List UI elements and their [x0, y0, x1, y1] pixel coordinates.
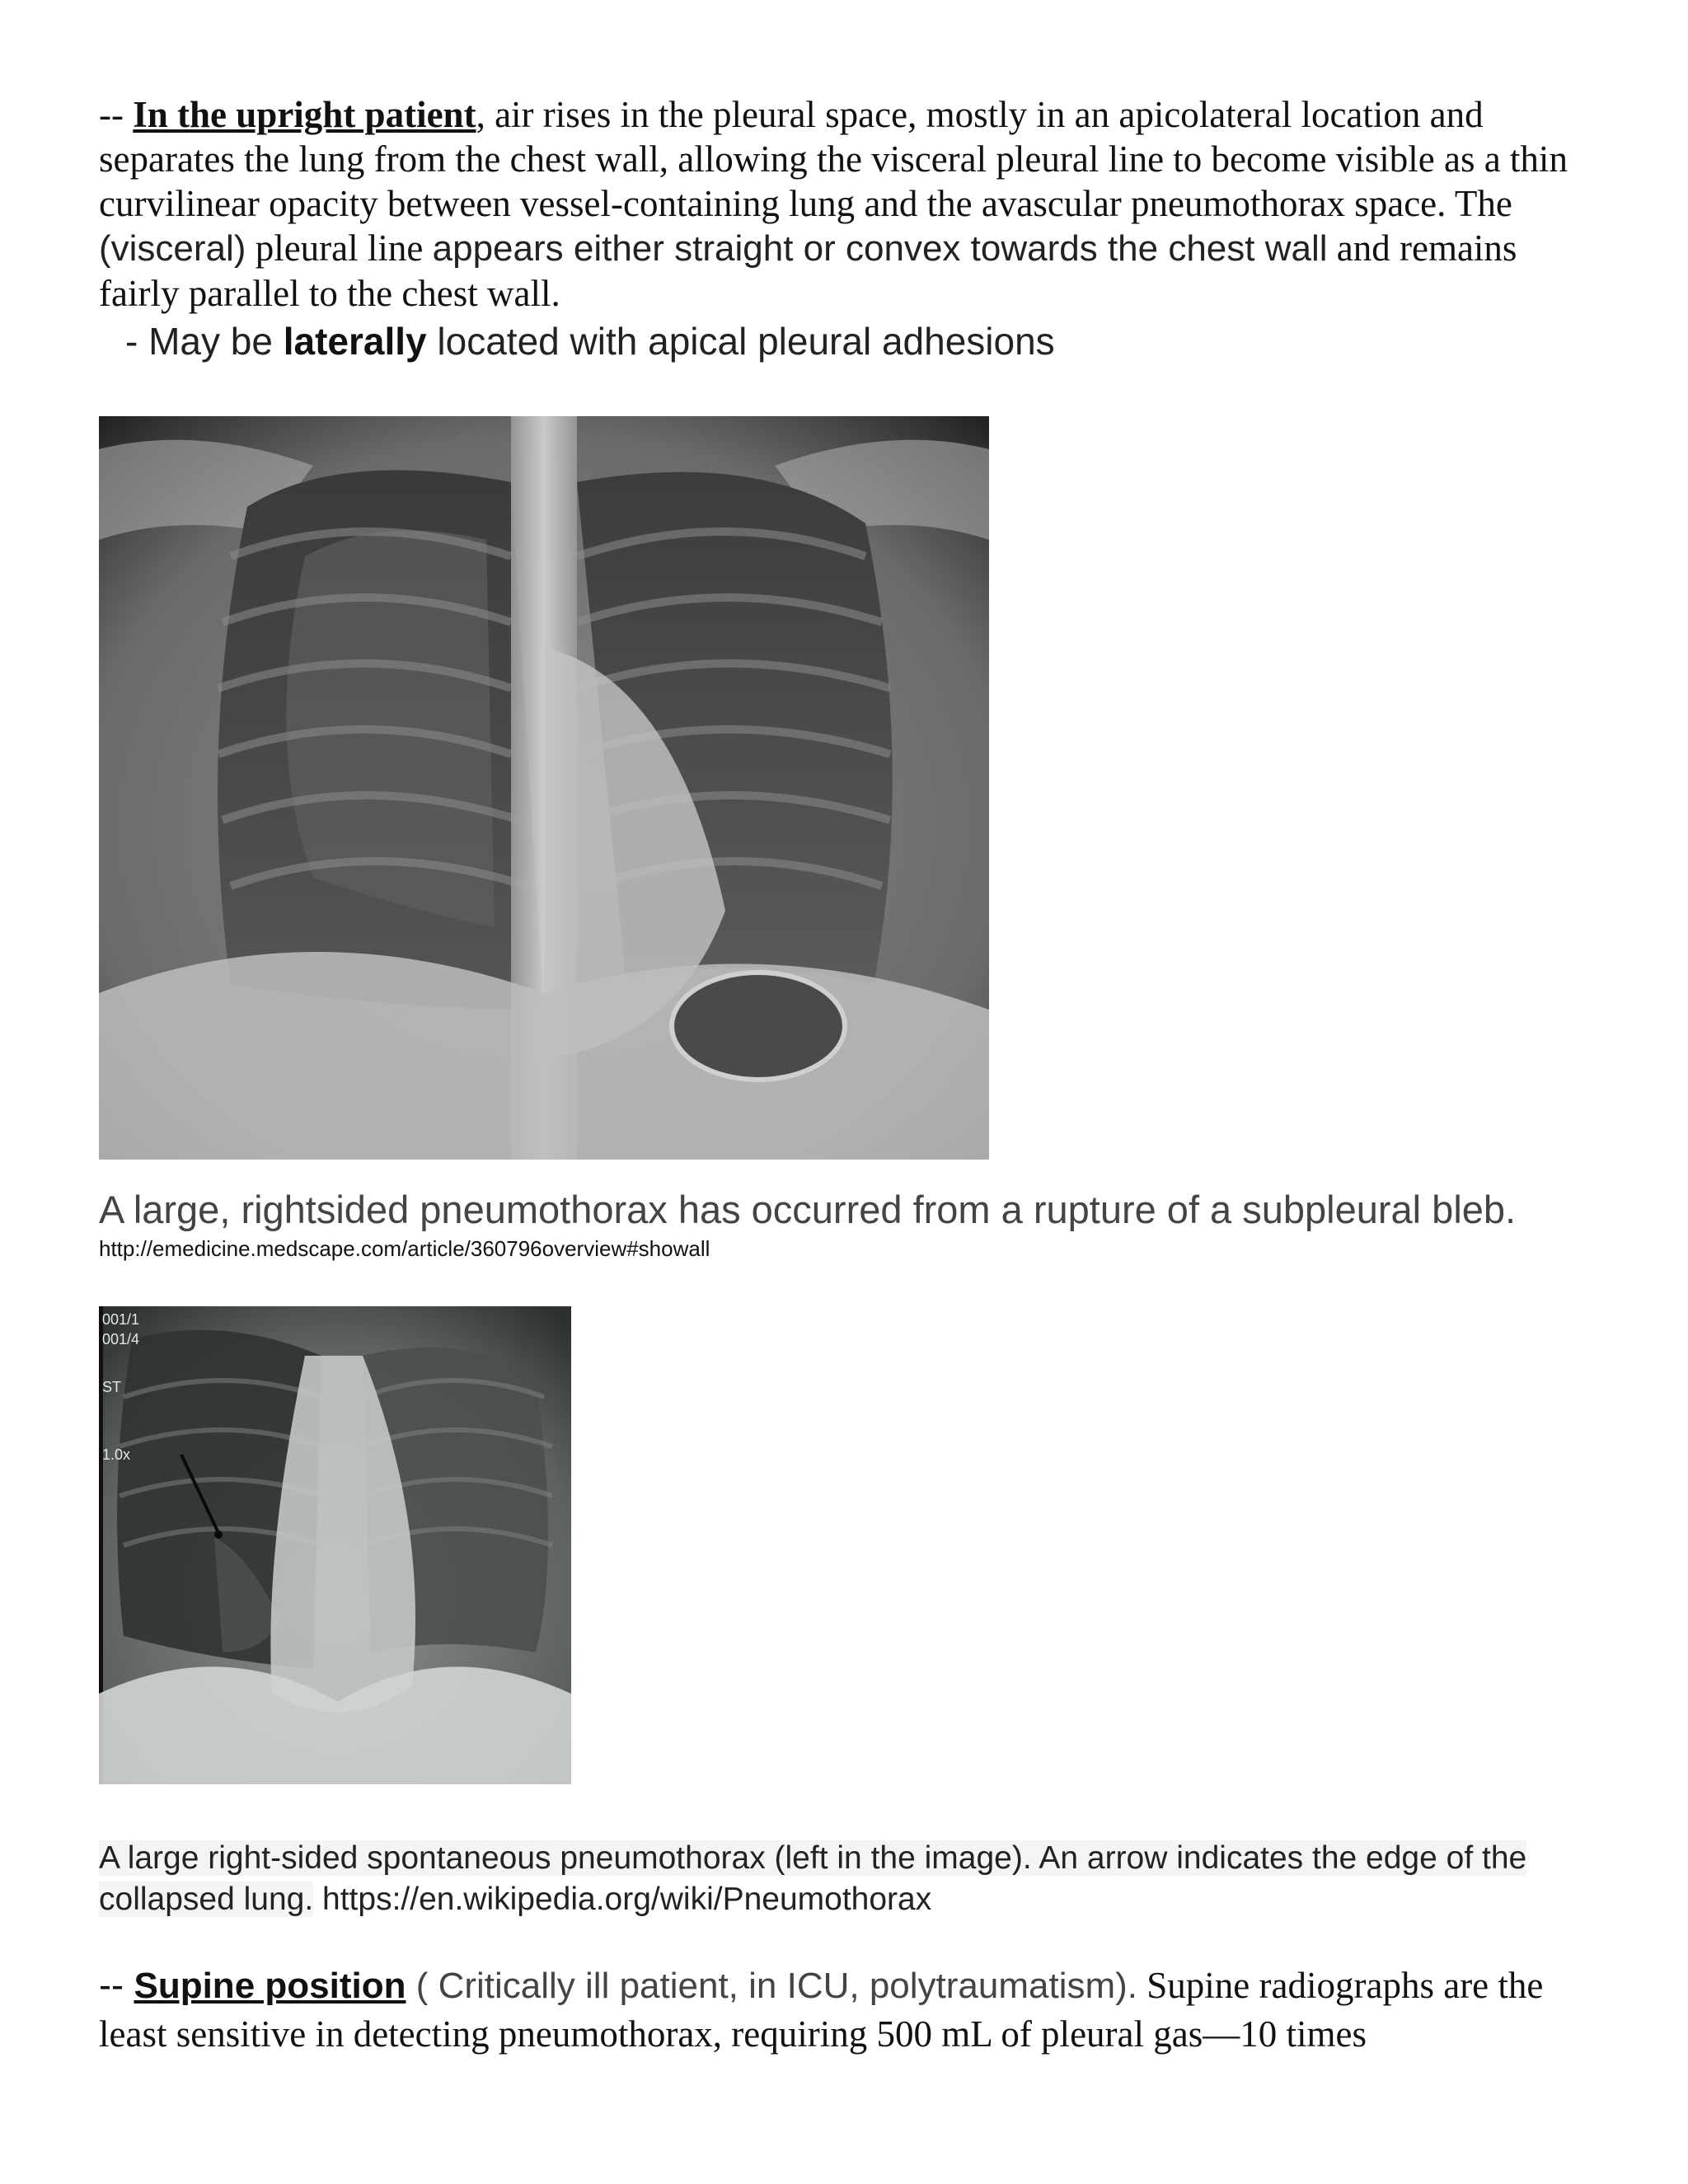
figure-1-source-link[interactable]: http://emedicine.medscape.com/article/360796overview#showall	[99, 1236, 710, 1261]
dash-prefix: --	[99, 94, 134, 135]
xray-2-graphic	[99, 1306, 571, 1784]
overlay-label-2: 001/4	[102, 1331, 140, 1347]
figure-2-source-link[interactable]: https://en.wikipedia.org/wiki/Pneumothorax	[313, 1882, 932, 1917]
supine-text-a: ( Critically ill	[406, 1966, 620, 2006]
upright-text-b: (visceral)	[99, 228, 246, 269]
overlay-label-4: 1.0x	[102, 1446, 131, 1463]
figure-1-caption: A large, rightsided pneumothorax has occurred from a rupture of a subpleural bleb.	[99, 1188, 1517, 1231]
supine-heading: Supine position	[134, 1966, 406, 2006]
bullet-bold: laterally	[283, 320, 427, 363]
upright-text-e: and remains fairly parallel to the chest wall.	[99, 227, 1517, 314]
supine-text-b: patient, in ICU, polytraumatism).	[619, 1966, 1138, 2006]
lateral-bullet	[125, 318, 1055, 364]
chest-xray-image-1	[99, 416, 989, 1160]
overlay-label-3: ST	[102, 1379, 122, 1395]
bullet-prefix: - May be	[125, 320, 284, 363]
upright-paragraph	[99, 92, 1582, 316]
upright-text-a: , air rises in the pleural space, mostly in an apicolateral location and separates the lung from the chest wall, allowing the visceral pleural line to become visible as a thin curvilinear opacity between vessel-containing lung and the avascular pneumothorax space. The	[99, 94, 1568, 224]
figure-2-caption	[99, 1838, 1550, 1920]
supine-text-c: Supine radiographs are the least sensitive in detecting pneumothorax, requiring 500 mL of pleural gas—10 times	[99, 1965, 1544, 2055]
upright-text-d: appears either straight or convex towards the chest wall	[432, 228, 1328, 269]
chest-xray-image-2	[99, 1306, 571, 1784]
figure-2-caption-text: A large right-sided spontaneous pneumothorax (left in the image). An arrow indicates the edge of the collapsed lung.	[99, 1840, 1527, 1917]
bullet-rest: located with apical pleural adhesions	[426, 320, 1055, 363]
supine-paragraph	[99, 1961, 1582, 2058]
xray-1-graphic	[99, 416, 989, 1160]
upright-heading: In the upright patient	[133, 94, 476, 135]
dash-prefix-2: --	[99, 1964, 134, 2006]
overlay-label-1: 001/1	[102, 1311, 140, 1328]
upright-text-c: pleural line	[246, 227, 433, 269]
